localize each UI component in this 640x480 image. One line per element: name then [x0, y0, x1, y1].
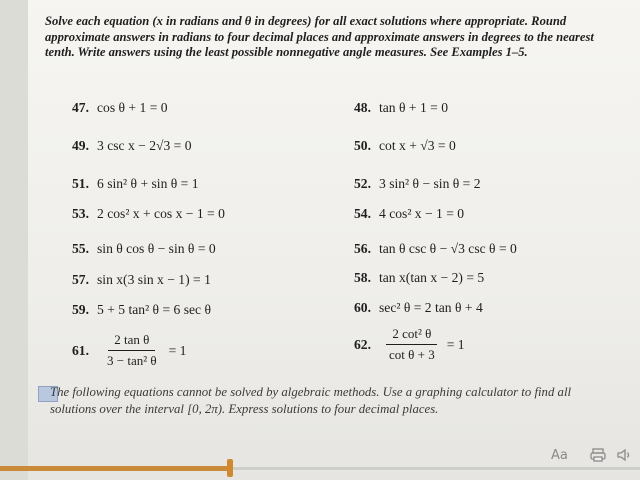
problem-56 — [354, 241, 517, 257]
fraction — [383, 326, 441, 363]
problem-57 — [72, 272, 211, 288]
problem-number: 56. — [354, 241, 371, 256]
problem-50 — [354, 138, 456, 154]
problem-equation: cot x + √3 = 0 — [379, 138, 456, 153]
problem-number: 59. — [72, 302, 89, 317]
graphing-calculator-note: The following equations cannot be solved by algebraic methods. Use a graphing calculator to find all solutions over the interval [0, 2π). Express solutions to four decimal places. — [50, 385, 572, 416]
problem-58 — [354, 270, 484, 286]
problem-62 — [354, 326, 465, 363]
problem-number: 60. — [354, 300, 371, 315]
problem-47 — [72, 100, 168, 116]
problem-54 — [354, 206, 464, 222]
audio-icon — [616, 448, 634, 462]
problem-number: 57. — [72, 272, 89, 287]
problem-number: 61. — [72, 342, 89, 358]
problem-equation: tan x(tan x − 2) = 5 — [379, 270, 485, 285]
fraction-numerator: 2 tan θ — [108, 332, 155, 351]
problem-61 — [72, 332, 186, 369]
problem-equation: 2 cos² x + cos x − 1 = 0 — [97, 206, 225, 221]
equation-rest: = 1 — [168, 342, 187, 358]
problem-number: 47. — [72, 100, 89, 115]
problem-number: 51. — [72, 176, 89, 191]
fraction-numerator: 2 cot² θ — [386, 326, 437, 345]
problem-equation: tan θ + 1 = 0 — [379, 100, 449, 115]
problem-equation: tan θ csc θ − √3 csc θ = 0 — [379, 241, 517, 256]
equation-rest: = 1 — [446, 336, 465, 352]
problem-59 — [72, 302, 211, 318]
problem-52 — [354, 176, 481, 192]
fraction-denominator: cot θ + 3 — [389, 347, 435, 362]
problem-number: 52. — [354, 176, 371, 191]
problem-55 — [72, 241, 216, 257]
print-button[interactable] — [590, 448, 606, 466]
audio-button[interactable] — [616, 448, 634, 466]
problem-60 — [354, 300, 483, 316]
problem-equation: 3 csc x − 2√3 = 0 — [97, 138, 192, 153]
problem-51 — [72, 176, 199, 192]
problem-equation: cos θ + 1 = 0 — [97, 100, 168, 115]
problem-number: 55. — [72, 241, 89, 256]
problem-48 — [354, 100, 448, 116]
problem-number: 48. — [354, 100, 371, 115]
fraction-denominator: 3 − tan² θ — [107, 353, 157, 368]
problem-equation: 4 cos² x − 1 = 0 — [379, 206, 465, 221]
problem-49 — [72, 138, 192, 154]
problem-equation: sin θ cos θ − sin θ = 0 — [97, 241, 216, 256]
print-icon — [590, 448, 606, 462]
reading-progress-handle[interactable] — [227, 459, 233, 477]
problem-equation: 5 + 5 tan² θ = 6 sec θ — [97, 302, 211, 317]
problem-number: 62. — [354, 336, 371, 352]
problem-equation: sec² θ = 2 tan θ + 4 — [379, 300, 483, 315]
reading-progress-fill — [0, 466, 230, 471]
problem-number: 49. — [72, 138, 89, 153]
problem-53 — [72, 206, 225, 222]
problem-equation: 3 sin² θ − sin θ = 2 — [379, 176, 481, 191]
problem-number: 58. — [354, 270, 371, 285]
problem-equation: sin x(3 sin x − 1) = 1 — [97, 272, 211, 287]
text-size-icon: Aa — [551, 448, 568, 463]
text-size-button[interactable] — [551, 448, 568, 463]
exercise-instructions: Solve each equation (x in radians and θ in degrees) for all exact solutions where appropriate. Round approximate answers in radians to four decimal places and approximate answers in degrees to the nearest tenth. Write answers using the least possible nonnegative angle measures. See Examples 1–5. — [45, 14, 594, 59]
fraction — [101, 332, 163, 369]
problem-number: 54. — [354, 206, 371, 221]
problem-number: 50. — [354, 138, 371, 153]
problem-number: 53. — [72, 206, 89, 221]
problem-equation: 6 sin² θ + sin θ = 1 — [97, 176, 199, 191]
